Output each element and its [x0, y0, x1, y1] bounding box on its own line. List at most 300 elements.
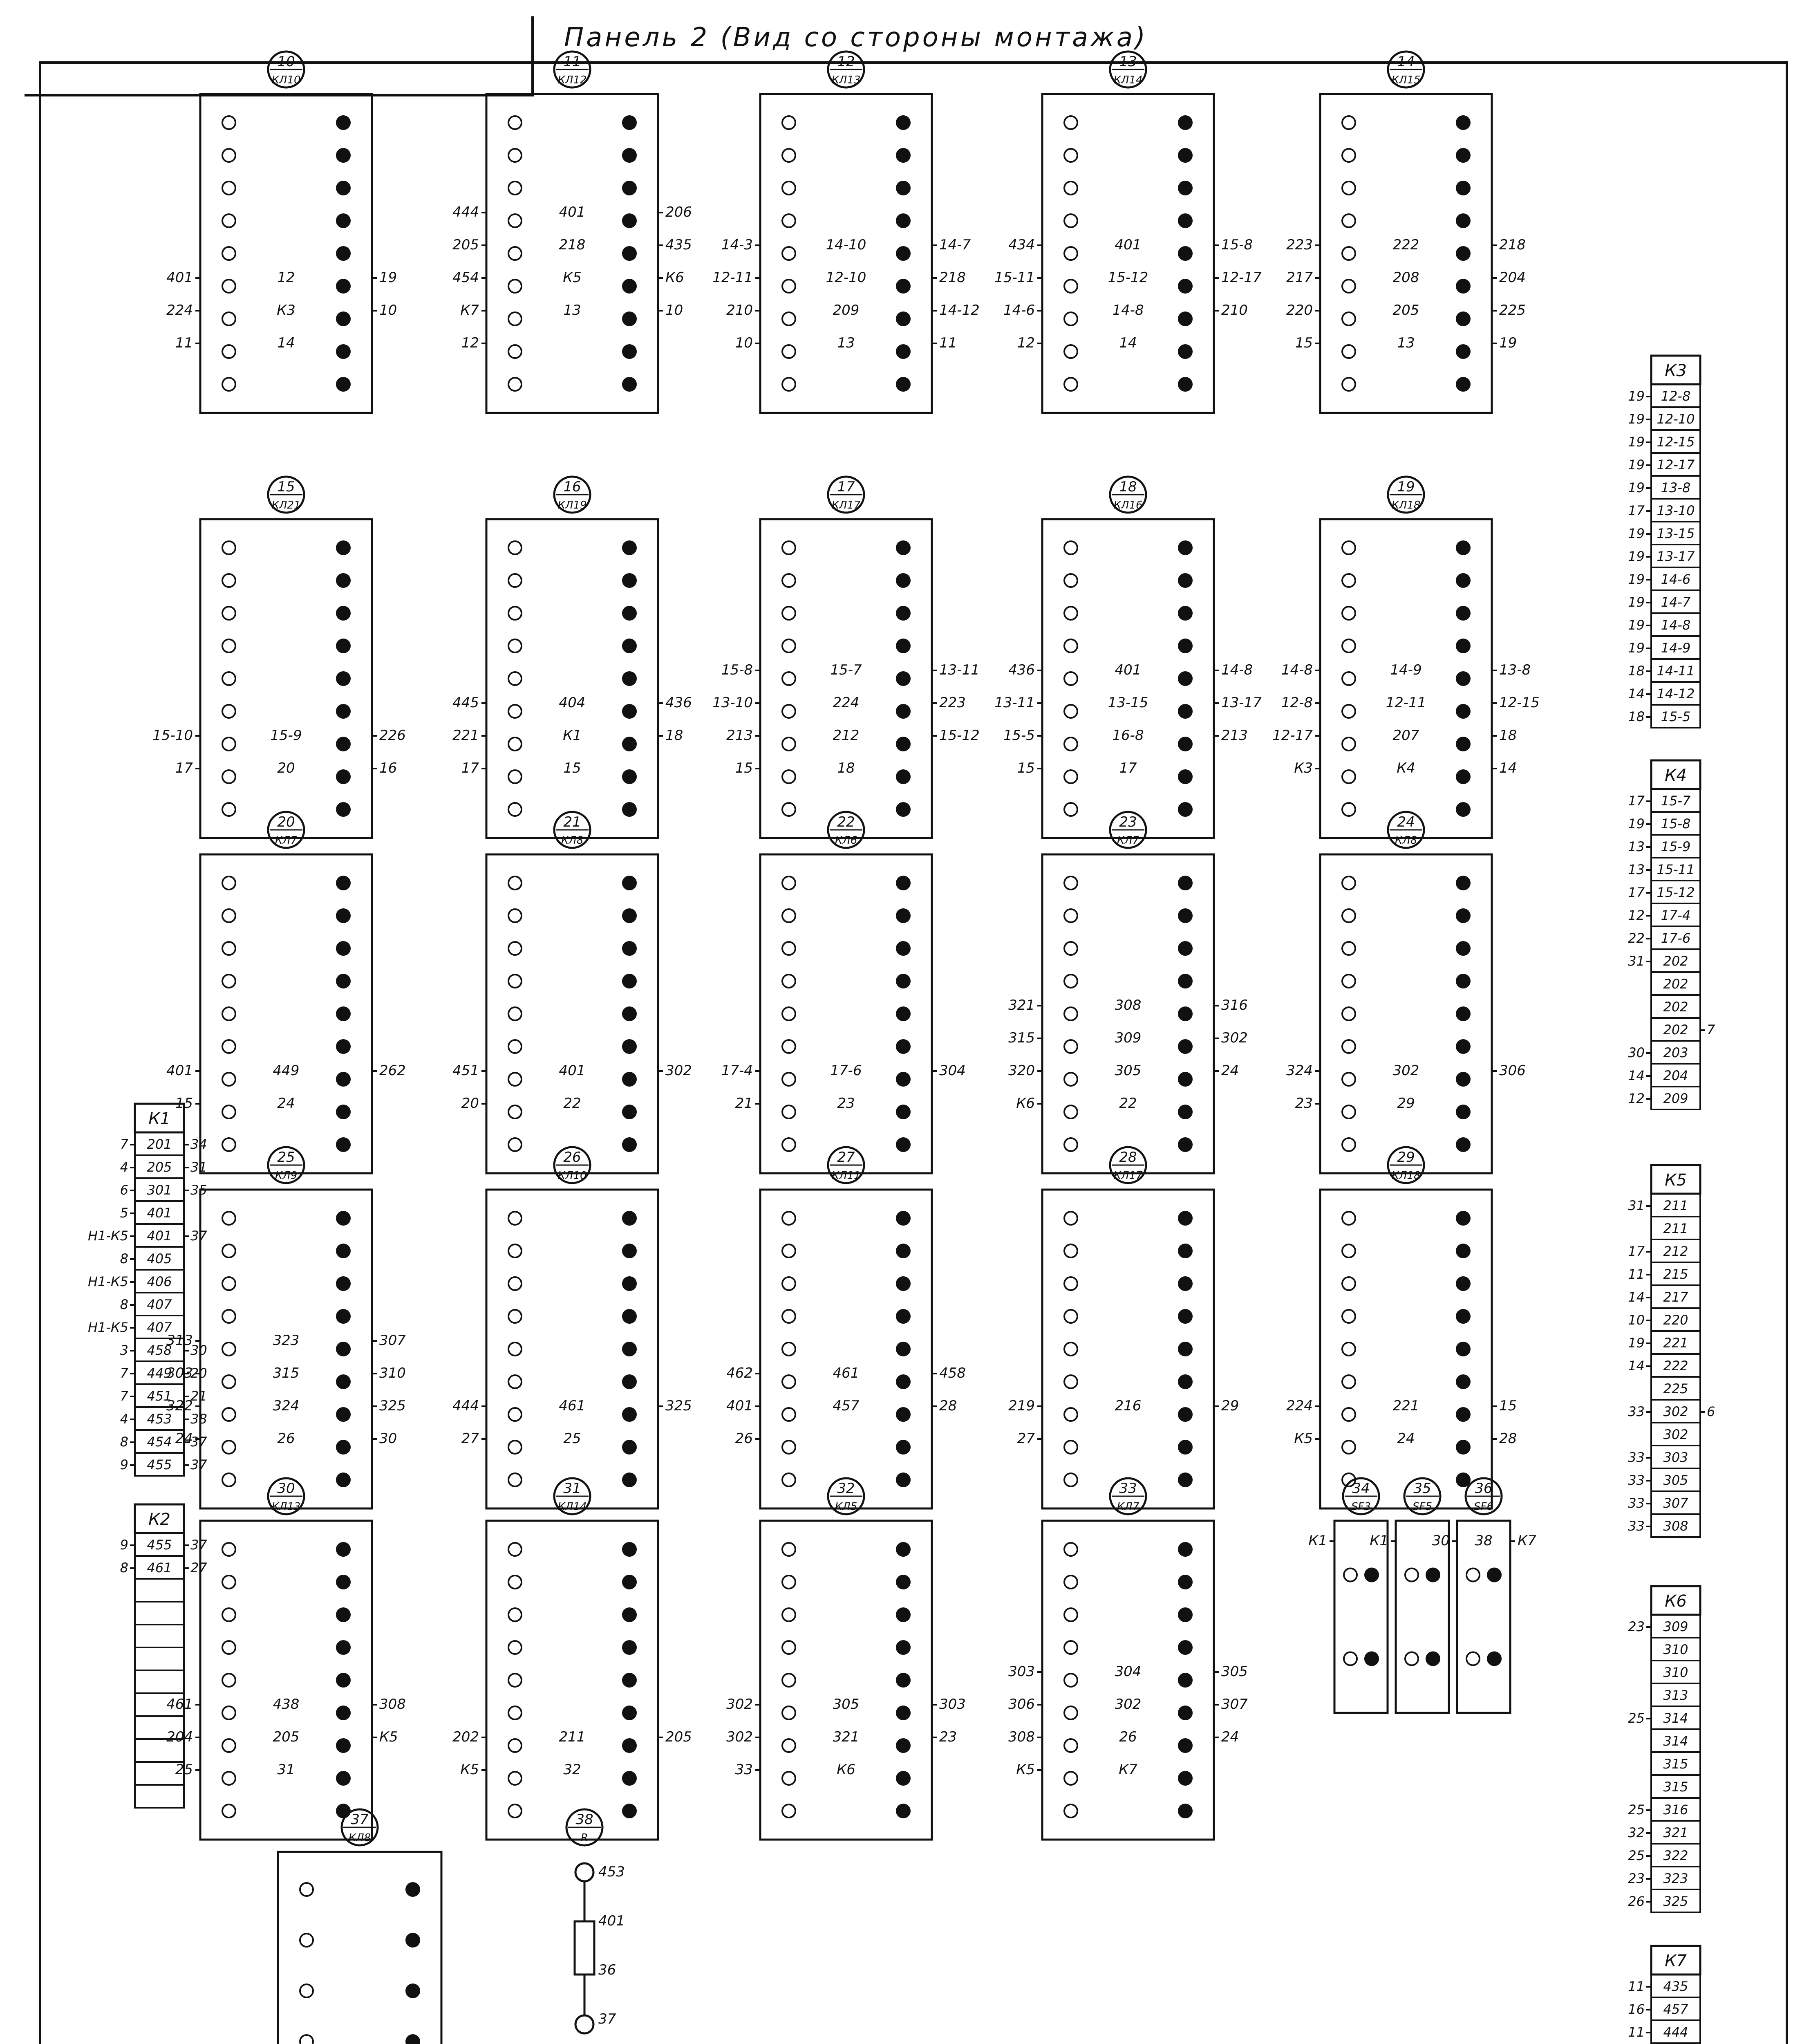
wire-label: 211 — [559, 1729, 586, 1745]
terminal-right-link: 37 — [190, 1457, 207, 1472]
terminal-pin — [1179, 378, 1192, 391]
device-17 — [712, 477, 980, 838]
terminal-value: 310 — [1663, 1642, 1688, 1657]
wire-label: 207 — [1392, 727, 1419, 744]
terminal-pin — [897, 1212, 910, 1225]
terminal-cell — [135, 1647, 184, 1670]
wire-label: 462 — [726, 1365, 753, 1381]
device-number: 26 — [563, 1149, 581, 1165]
terminal-pin — [782, 1007, 795, 1020]
terminal-pin — [1342, 378, 1355, 391]
terminal-pin — [1342, 1073, 1355, 1086]
terminal-pin — [1179, 1674, 1192, 1687]
wire-label: 12 — [277, 269, 295, 286]
terminal-pin — [337, 803, 350, 816]
wire-label: 15-7 — [830, 662, 862, 678]
device-number: 23 — [1119, 814, 1137, 830]
terminal-pin — [337, 1576, 350, 1589]
terminal-pin — [222, 182, 235, 195]
wire-label: 10 — [735, 335, 753, 351]
wire-label: 12 — [1017, 335, 1035, 351]
terminal-value: 305 — [1663, 1472, 1688, 1488]
terminal-pin — [623, 1007, 636, 1020]
terminal-pin — [1064, 909, 1077, 922]
wire-label: 15-10 — [152, 727, 193, 744]
terminal-pin — [1342, 639, 1355, 652]
wire-label: 13-8 — [1499, 662, 1531, 678]
terminal-pin — [222, 1310, 235, 1323]
wire-label: 12-8 — [1281, 695, 1313, 711]
wire-label: 12-10 — [826, 269, 866, 286]
wire-label: К5 — [1016, 1762, 1035, 1778]
terminal-left-link: 12 — [1628, 1091, 1645, 1106]
terminal-pin — [508, 1007, 522, 1020]
terminal-pin — [623, 1543, 636, 1556]
device-code: КЛ12 — [557, 74, 587, 86]
terminal-pin — [1179, 1543, 1192, 1556]
terminal-pin — [222, 639, 235, 652]
terminal-pin — [508, 1739, 522, 1752]
terminal-pin — [623, 1408, 636, 1421]
terminal-pin — [1064, 1342, 1077, 1356]
terminal-pin — [1457, 1441, 1470, 1454]
terminal-pin — [1179, 942, 1192, 955]
terminal-right-link: 6 — [1707, 1404, 1715, 1419]
wire-label: 12-17 — [1221, 269, 1262, 286]
terminal-value: 202 — [1663, 953, 1688, 969]
terminal-cell — [135, 1670, 184, 1693]
terminal-left-link: 14 — [1628, 686, 1645, 702]
wire-label: 444 — [452, 204, 479, 220]
terminal-right-link: 37 — [190, 1537, 207, 1553]
wire-label: 218 — [559, 237, 586, 253]
terminal-pin — [1344, 1569, 1357, 1582]
terminal-pin — [782, 149, 795, 162]
terminal-left-link: 8 — [120, 1297, 128, 1312]
wire-label: 20 — [461, 1095, 479, 1112]
terminal-pin — [222, 942, 235, 955]
terminal-pin — [623, 1804, 636, 1818]
wire-label: 404 — [559, 695, 586, 711]
wire-label: 15-12 — [1108, 269, 1148, 286]
device-code: КЛ9 — [275, 1170, 298, 1182]
terminal-pin — [300, 1984, 313, 1997]
terminal-block-К2 — [120, 1504, 208, 1808]
terminal-pin — [1457, 1277, 1470, 1290]
terminal-pin — [222, 1138, 235, 1151]
terminal-value: 435 — [1663, 1979, 1688, 1994]
terminal-pin — [508, 280, 522, 293]
wire-label: 218 — [939, 269, 966, 286]
terminal-value: 301 — [147, 1182, 172, 1198]
terminal-pin — [1179, 705, 1192, 718]
wire-label: 323 — [273, 1332, 300, 1349]
terminal-pin — [337, 1608, 350, 1621]
terminal-pin — [508, 312, 522, 325]
wire-label: 17-4 — [721, 1062, 753, 1079]
terminal-pin — [300, 1883, 313, 1896]
terminal-pin — [1064, 975, 1077, 988]
terminal-value: 12-8 — [1661, 388, 1691, 404]
device-code: SF5 — [1412, 1501, 1433, 1513]
terminal-pin — [1179, 149, 1192, 162]
wire-label: К3 — [277, 302, 295, 318]
terminal-value: 310 — [1663, 1665, 1688, 1680]
terminal-pin — [1457, 672, 1470, 685]
wire-label: 308 — [1008, 1729, 1035, 1745]
terminal-left-link: 19 — [1628, 434, 1645, 450]
resistor-pin — [575, 1863, 593, 1881]
terminal-pin — [222, 378, 235, 391]
wire-label: 15-11 — [994, 269, 1035, 286]
wire-label: 325 — [665, 1398, 692, 1414]
wire-label: 17 — [175, 760, 193, 776]
terminal-pin — [1179, 1772, 1192, 1785]
terminal-pin — [782, 280, 795, 293]
terminal-pin — [337, 1342, 350, 1356]
terminal-pin — [300, 1934, 313, 1947]
terminal-pin — [337, 214, 350, 227]
terminal-pin — [337, 1804, 350, 1818]
terminal-pin — [337, 975, 350, 988]
wire-label: 206 — [665, 204, 692, 220]
terminal-value: 458 — [147, 1342, 172, 1358]
terminal-pin — [1179, 1040, 1192, 1053]
terminal-right-link: 38 — [190, 1411, 207, 1427]
wire-label: 205 — [452, 237, 479, 253]
terminal-value: 202 — [1663, 999, 1688, 1015]
wire-label: 27 — [1017, 1430, 1035, 1447]
terminal-block-name: К3 — [1665, 361, 1687, 380]
terminal-pin — [508, 1105, 522, 1118]
terminal-pin — [1457, 247, 1470, 260]
terminal-pin — [222, 345, 235, 358]
wire-label: 16 — [379, 760, 397, 776]
device-13 — [994, 52, 1262, 413]
terminal-pin — [1457, 280, 1470, 293]
terminal-pin — [623, 803, 636, 816]
terminal-pin — [1179, 1576, 1192, 1589]
terminal-pin — [623, 1310, 636, 1323]
terminal-pin — [782, 1244, 795, 1257]
device-25 — [166, 1147, 406, 1508]
terminal-pin — [508, 1706, 522, 1719]
terminal-block-name: К2 — [148, 1510, 170, 1529]
terminal-pin — [1179, 1342, 1192, 1356]
terminal-pin — [1179, 116, 1192, 129]
device-14 — [1286, 52, 1526, 413]
terminal-left-link: Н1-К5 — [87, 1228, 128, 1244]
wire-label: 13-15 — [1108, 695, 1148, 711]
terminal-pin — [897, 639, 910, 652]
wire-label: 205 — [273, 1729, 300, 1745]
device-18 — [994, 477, 1262, 838]
wire-label: 454 — [452, 269, 479, 286]
device-code: КЛ15 — [1391, 74, 1421, 86]
pin-label: 401 — [598, 1913, 625, 1929]
terminal-pin — [782, 1739, 795, 1752]
terminal-pin — [1064, 1576, 1077, 1589]
wire-label: 324 — [1286, 1062, 1313, 1079]
terminal-pin — [623, 1342, 636, 1356]
terminal-pin — [1342, 247, 1355, 260]
terminal-pin — [782, 1641, 795, 1654]
terminal-pin — [1179, 1375, 1192, 1388]
wire-label: 302 — [1221, 1030, 1248, 1046]
wire-label: 208 — [1392, 269, 1419, 286]
wire-label: 29 — [1397, 1095, 1415, 1112]
terminal-pin — [623, 1138, 636, 1151]
terminal-pin — [1342, 1408, 1355, 1421]
terminal-left-link: 33 — [1628, 1472, 1645, 1488]
terminal-block-К5 — [1628, 1165, 1715, 1537]
terminal-pin — [1179, 574, 1192, 587]
terminal-pin — [337, 1641, 350, 1654]
terminal-pin — [222, 116, 235, 129]
terminal-pin — [623, 770, 636, 783]
device-number: 33 — [1119, 1480, 1137, 1497]
device-code: КЛ7 — [1117, 834, 1139, 847]
terminal-pin — [1457, 975, 1470, 988]
terminal-value: 221 — [1663, 1335, 1688, 1351]
terminal-pin — [1064, 149, 1077, 162]
terminal-pin — [1064, 639, 1077, 652]
terminal-pin — [1064, 1706, 1077, 1719]
terminal-pin — [222, 1073, 235, 1086]
terminal-pin — [782, 1040, 795, 1053]
terminal-pin — [1064, 803, 1077, 816]
terminal-pin — [406, 1934, 419, 1947]
terminal-pin — [897, 1277, 910, 1290]
wire-label: 14-9 — [1390, 662, 1422, 678]
terminal-left-link: 23 — [1628, 1619, 1645, 1634]
terminal-pin — [1179, 1706, 1192, 1719]
wire-label: 401 — [1115, 237, 1142, 253]
terminal-value: 209 — [1663, 1091, 1688, 1106]
terminal-value: 15-5 — [1661, 709, 1691, 724]
device-26 — [452, 1147, 692, 1508]
device-number: 18 — [1119, 479, 1137, 495]
wire-label: 15 — [1017, 760, 1035, 776]
terminal-cell — [135, 1602, 184, 1625]
terminal-pin — [337, 312, 350, 325]
terminal-pin — [508, 1310, 522, 1323]
device-code: КЛ14 — [557, 1501, 587, 1513]
terminal-pin — [1179, 770, 1192, 783]
terminal-left-link: 17 — [1628, 1244, 1645, 1259]
terminal-right-link: 37 — [190, 1228, 207, 1244]
terminal-pin — [508, 1138, 522, 1151]
terminal-left-link: 11 — [1628, 2024, 1645, 2040]
terminal-pin — [222, 1576, 235, 1589]
terminal-right-link: 35 — [190, 1182, 207, 1198]
terminal-pin — [1342, 214, 1355, 227]
wire-label: 308 — [1115, 997, 1142, 1013]
wire-label: 304 — [939, 1062, 966, 1079]
terminal-value: 202 — [1663, 1022, 1688, 1038]
terminal-pin — [782, 116, 795, 129]
terminal-left-link: 11 — [1628, 1266, 1645, 1282]
terminal-pin — [1179, 280, 1192, 293]
terminal-pin — [782, 672, 795, 685]
wire-label: 224 — [166, 302, 193, 318]
terminal-pin — [222, 876, 235, 890]
terminal-value: 15-8 — [1661, 816, 1691, 831]
terminal-value: 13-10 — [1657, 503, 1695, 518]
wire-label: 25 — [563, 1430, 581, 1447]
terminal-pin — [1342, 705, 1355, 718]
terminal-pin — [1064, 1212, 1077, 1225]
wire-label: 12-11 — [1386, 695, 1426, 711]
terminal-pin — [782, 737, 795, 751]
terminal-pin — [1342, 672, 1355, 685]
wire-label: 302 — [1392, 1062, 1419, 1079]
wire-label: 310 — [379, 1365, 406, 1381]
terminal-pin — [782, 1543, 795, 1556]
terminal-pin — [1064, 247, 1077, 260]
device-19 — [1272, 477, 1540, 838]
device-36 — [1432, 1478, 1536, 1713]
terminal-cell — [135, 1625, 184, 1647]
terminal-left-link: 18 — [1628, 663, 1645, 679]
terminal-pin — [1064, 574, 1077, 587]
terminal-left-link: 19 — [1628, 480, 1645, 495]
pin-label: 37 — [598, 2011, 616, 2027]
terminal-pin — [623, 1277, 636, 1290]
terminal-pin — [508, 541, 522, 554]
terminal-pin — [508, 1212, 522, 1225]
terminal-pin — [1457, 909, 1470, 922]
device-22 — [721, 812, 966, 1173]
terminal-pin — [508, 876, 522, 890]
terminal-left-link: 4 — [120, 1159, 128, 1175]
device-code: КЛ19 — [557, 499, 587, 511]
terminal-value: 17-6 — [1661, 930, 1691, 946]
terminal-pin — [623, 247, 636, 260]
terminal-left-link: 33 — [1628, 1495, 1645, 1511]
terminal-pin — [897, 1342, 910, 1356]
wire-label: 12 — [461, 335, 479, 351]
terminal-pin — [1179, 247, 1192, 260]
terminal-pin — [508, 378, 522, 391]
wire-label: 30 — [379, 1430, 397, 1447]
terminal-pin — [1457, 1310, 1470, 1323]
wire-label: 325 — [379, 1398, 406, 1414]
pin-label: 36 — [598, 1962, 616, 1978]
terminal-pin — [1342, 541, 1355, 554]
terminal-left-link: 31 — [1628, 1198, 1645, 1213]
device-code: КЛ17 — [831, 499, 861, 511]
terminal-pin — [1064, 1408, 1077, 1421]
terminal-pin — [508, 345, 522, 358]
terminal-value: 13-15 — [1657, 526, 1695, 541]
terminal-pin — [1457, 214, 1470, 227]
wire-label: 205 — [665, 1729, 692, 1745]
terminal-pin — [623, 942, 636, 955]
terminal-value: 451 — [147, 1388, 172, 1404]
terminal-value: 406 — [147, 1274, 172, 1289]
terminal-pin — [897, 1040, 910, 1053]
terminal-pin — [623, 975, 636, 988]
wire-label: К1 — [1370, 1533, 1388, 1549]
resistor-body — [575, 1921, 594, 1975]
terminal-pin — [508, 1641, 522, 1654]
device-35 — [1370, 1478, 1449, 1713]
device-number: 15 — [277, 479, 295, 495]
wire-label: 401 — [726, 1398, 753, 1414]
terminal-value: 17-4 — [1661, 908, 1691, 923]
wire-label: 15-5 — [1003, 727, 1035, 744]
terminal-pin — [222, 247, 235, 260]
device-body — [278, 1852, 441, 2044]
terminal-pin — [508, 116, 522, 129]
wire-label: 306 — [1499, 1062, 1526, 1079]
terminal-pin — [1179, 1212, 1192, 1225]
device-34 — [1308, 1478, 1388, 1713]
terminal-pin — [623, 737, 636, 751]
wire-label: 11 — [175, 335, 193, 351]
terminal-block-К7 — [1628, 1946, 1747, 2044]
device-code: КЛ18 — [1391, 499, 1421, 511]
terminal-pin — [1179, 909, 1192, 922]
wire-label: 401 — [1115, 662, 1142, 678]
terminal-left-link: 33 — [1628, 1518, 1645, 1534]
wire-label: К5 — [563, 269, 582, 286]
wire-label: 15-9 — [270, 727, 302, 744]
terminal-pin — [1457, 1007, 1470, 1020]
terminal-value: 454 — [147, 1434, 172, 1450]
terminal-pin — [1342, 1040, 1355, 1053]
terminal-left-link: 22 — [1628, 930, 1645, 946]
wire-label: 17 — [1119, 760, 1137, 776]
terminal-pin — [1179, 1310, 1192, 1323]
terminal-pin — [623, 1212, 636, 1225]
terminal-left-link: 13 — [1628, 839, 1645, 854]
terminal-value: 215 — [1663, 1266, 1688, 1282]
wire-label: 401 — [559, 1062, 586, 1079]
terminal-pin — [337, 182, 350, 195]
terminal-pin — [897, 975, 910, 988]
terminal-pin — [782, 345, 795, 358]
terminal-pin — [222, 280, 235, 293]
terminal-pin — [337, 1007, 350, 1020]
terminal-pin — [897, 737, 910, 751]
terminal-left-link: 8 — [120, 1251, 128, 1266]
terminal-pin — [623, 378, 636, 391]
terminal-left-link: 18 — [1628, 709, 1645, 724]
terminal-pin — [1179, 345, 1192, 358]
terminal-pin — [337, 770, 350, 783]
terminal-pin — [623, 607, 636, 620]
wire-label: 13-10 — [712, 695, 753, 711]
terminal-pin — [623, 1576, 636, 1589]
wire-label: 223 — [939, 695, 966, 711]
terminal-pin — [337, 1244, 350, 1257]
wire-label: К5 — [379, 1729, 398, 1745]
terminal-pin — [337, 705, 350, 718]
terminal-pin — [222, 1342, 235, 1356]
terminal-pin — [222, 214, 235, 227]
terminal-pin — [782, 1138, 795, 1151]
wire-label: 202 — [452, 1729, 479, 1745]
terminal-pin — [1064, 1375, 1077, 1388]
terminal-value: 14-9 — [1661, 640, 1691, 656]
terminal-pin — [1179, 1138, 1192, 1151]
device-16 — [452, 477, 692, 838]
terminal-pin — [508, 705, 522, 718]
wire-label: 15-8 — [721, 662, 753, 678]
terminal-pin — [508, 1772, 522, 1785]
